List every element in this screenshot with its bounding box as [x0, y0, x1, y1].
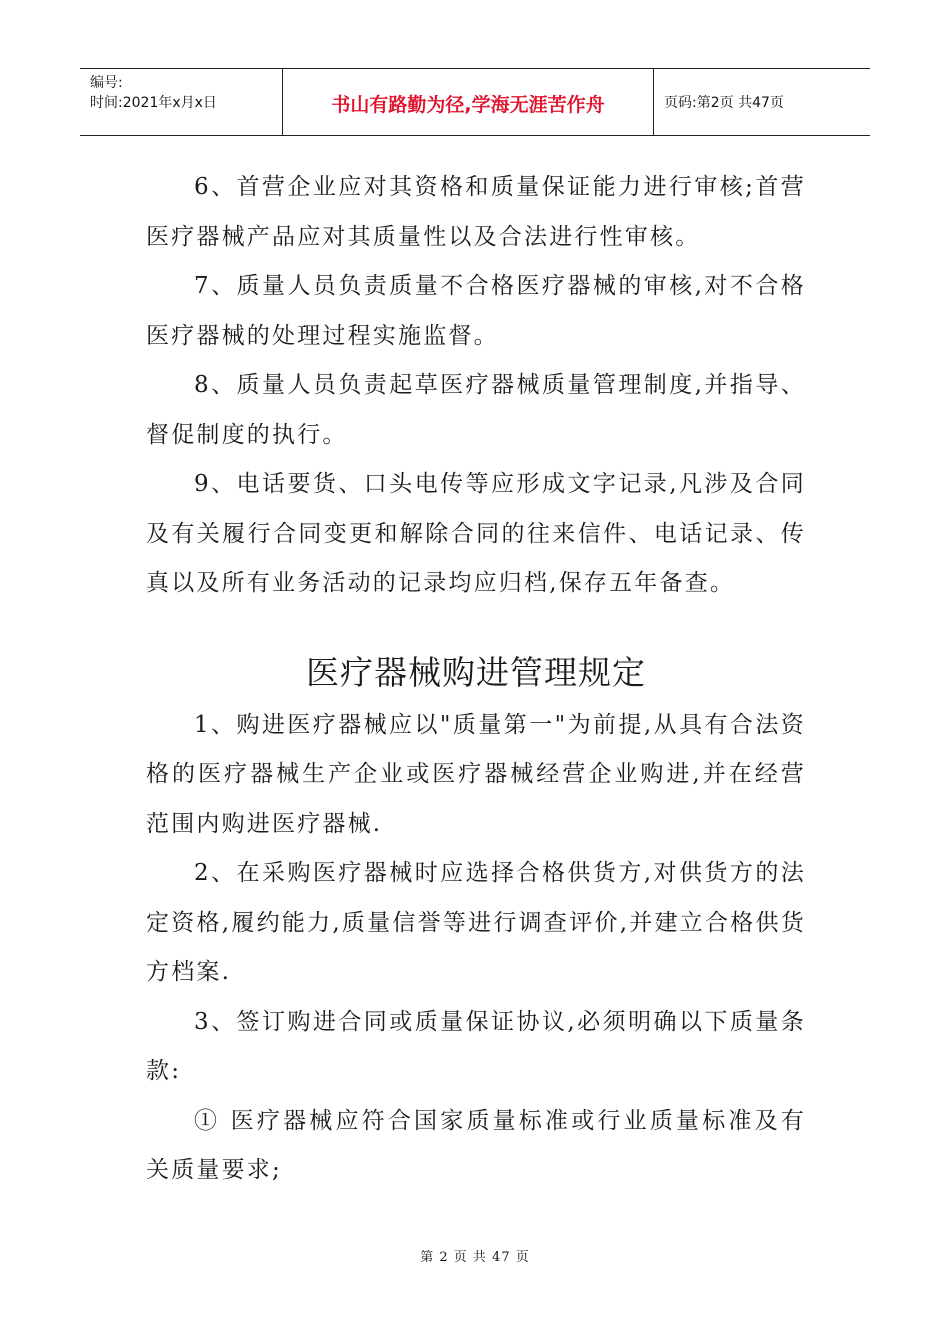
paragraph-item-9: 9、电话要货、口头电传等应形成文字记录,凡涉及合同及有关履行合同变更和解除合同的往来信件、电话记录、传真以及所有业务活动的记录均应归档,保存五年备查。 [146, 471, 806, 596]
paragraph-item-6: 6、首营企业应对其资格和质量保证能力进行审核;首营医疗器械产品应对其质量性以及合法进行性审核。 [146, 174, 806, 250]
header-motto: 书山有路勤为径,学海无涯苦作舟 [282, 69, 654, 135]
page-footer: 第 2 页 共 47 页 [420, 1250, 530, 1265]
header-meta [80, 69, 282, 135]
page-header [80, 68, 870, 136]
document-number-label: 编号: [90, 75, 123, 91]
header-page-number: 页码:第2页 共47页 [664, 95, 784, 111]
rule-item-2: 2、在采购医疗器械时应选择合格供货方,对供货方的法定资格,履约能力,质量信誉等进行调查评价,并建立合格供货方档案. [146, 860, 806, 985]
section-title: 医疗器械购进管理规定 [306, 652, 646, 692]
paragraph-item-7: 7、质量人员负责质量不合格医疗器械的审核,对不合格医疗器械的处理过程实施监督。 [146, 273, 806, 349]
document-body [146, 163, 806, 1196]
rule-item-1: 1、购进医疗器械应以"质量第一"为前提,从具有合法资格的医疗器械生产企业或医疗器械经营企业购进,并在经营范围内购进医疗器械. [146, 711, 806, 837]
paragraph-item-8: 8、质量人员负责起草医疗器械质量管理制度,并指导、督促制度的执行。 [146, 372, 806, 448]
rule-subitem-1: ① 医疗器械应符合国家质量标准或行业质量标准及有关质量要求; [146, 1107, 806, 1183]
rule-item-3: 3、签订购进合同或质量保证协议,必须明确以下质量条款: [146, 1008, 806, 1084]
document-time-label: 时间:2021年x月x日 [90, 95, 217, 111]
